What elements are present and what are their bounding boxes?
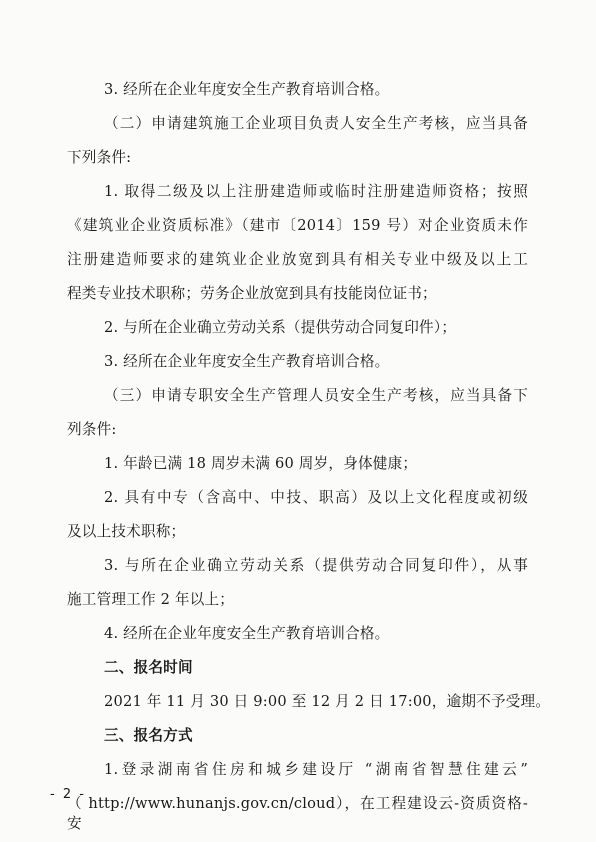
text-line: （二）申请建筑施工企业项目负责人安全生产考核，应当具备 (104, 115, 528, 132)
text-line: 2. 与所在企业确立劳动关系（提供劳动合同复印件）； (104, 319, 457, 336)
text-line: 1. 年龄已满 18 周岁未满 60 周岁，身体健康； (104, 455, 418, 472)
text-line: （三）申请专职安全生产管理人员安全生产考核，应当具备下 (104, 387, 528, 404)
text-line: 施工管理工作 2 年以上； (67, 591, 235, 608)
text-line: （ http://www.hunanjs.gov.cn/cloud），在工程建设云-资质资格-安 (67, 795, 528, 832)
section-heading: 二、报名时间 (104, 659, 193, 676)
text-line: 3. 经所在企业年度安全生产教育培训合格。 (104, 81, 390, 98)
text-line: 《建筑业企业资质标准》（建市〔2014〕159 号）对企业资质未作 (67, 217, 528, 234)
text-line: 4. 经所在企业年度安全生产教育培训合格。 (104, 625, 390, 642)
section-heading: 三、报名方式 (104, 727, 193, 744)
text-line: 程类专业技术职称；劳务企业放宽到具有技能岗位证书； (67, 285, 437, 302)
text-line: 2021 年 11 月 30 日 9:00 至 12 月 2 日 17:00，逾期不予受理。 (104, 693, 551, 710)
text-line: 3. 经所在企业年度安全生产教育培训合格。 (104, 353, 390, 370)
text-line: 及以上技术职称； (67, 523, 186, 540)
text-line: 1. 取得二级及以上注册建造师或临时注册建造师资格；按照 (104, 183, 528, 200)
text-line: 1.登录湖南省住房和城乡建设厅 “湖南省智慧住建云” (104, 761, 528, 778)
page-number: - 2 - (50, 787, 86, 802)
text-line: 2. 具有中专（含高中、中技、职高）及以上文化程度或初级 (104, 489, 528, 506)
text-line: 注册建造师要求的建筑业企业放宽到具有相关专业中级及以上工 (67, 251, 528, 268)
text-line: 3. 与所在企业确立劳动关系（提供劳动合同复印件），从事 (104, 557, 528, 574)
text-line: 下列条件: (67, 149, 132, 166)
text-line: 列条件: (67, 421, 117, 438)
